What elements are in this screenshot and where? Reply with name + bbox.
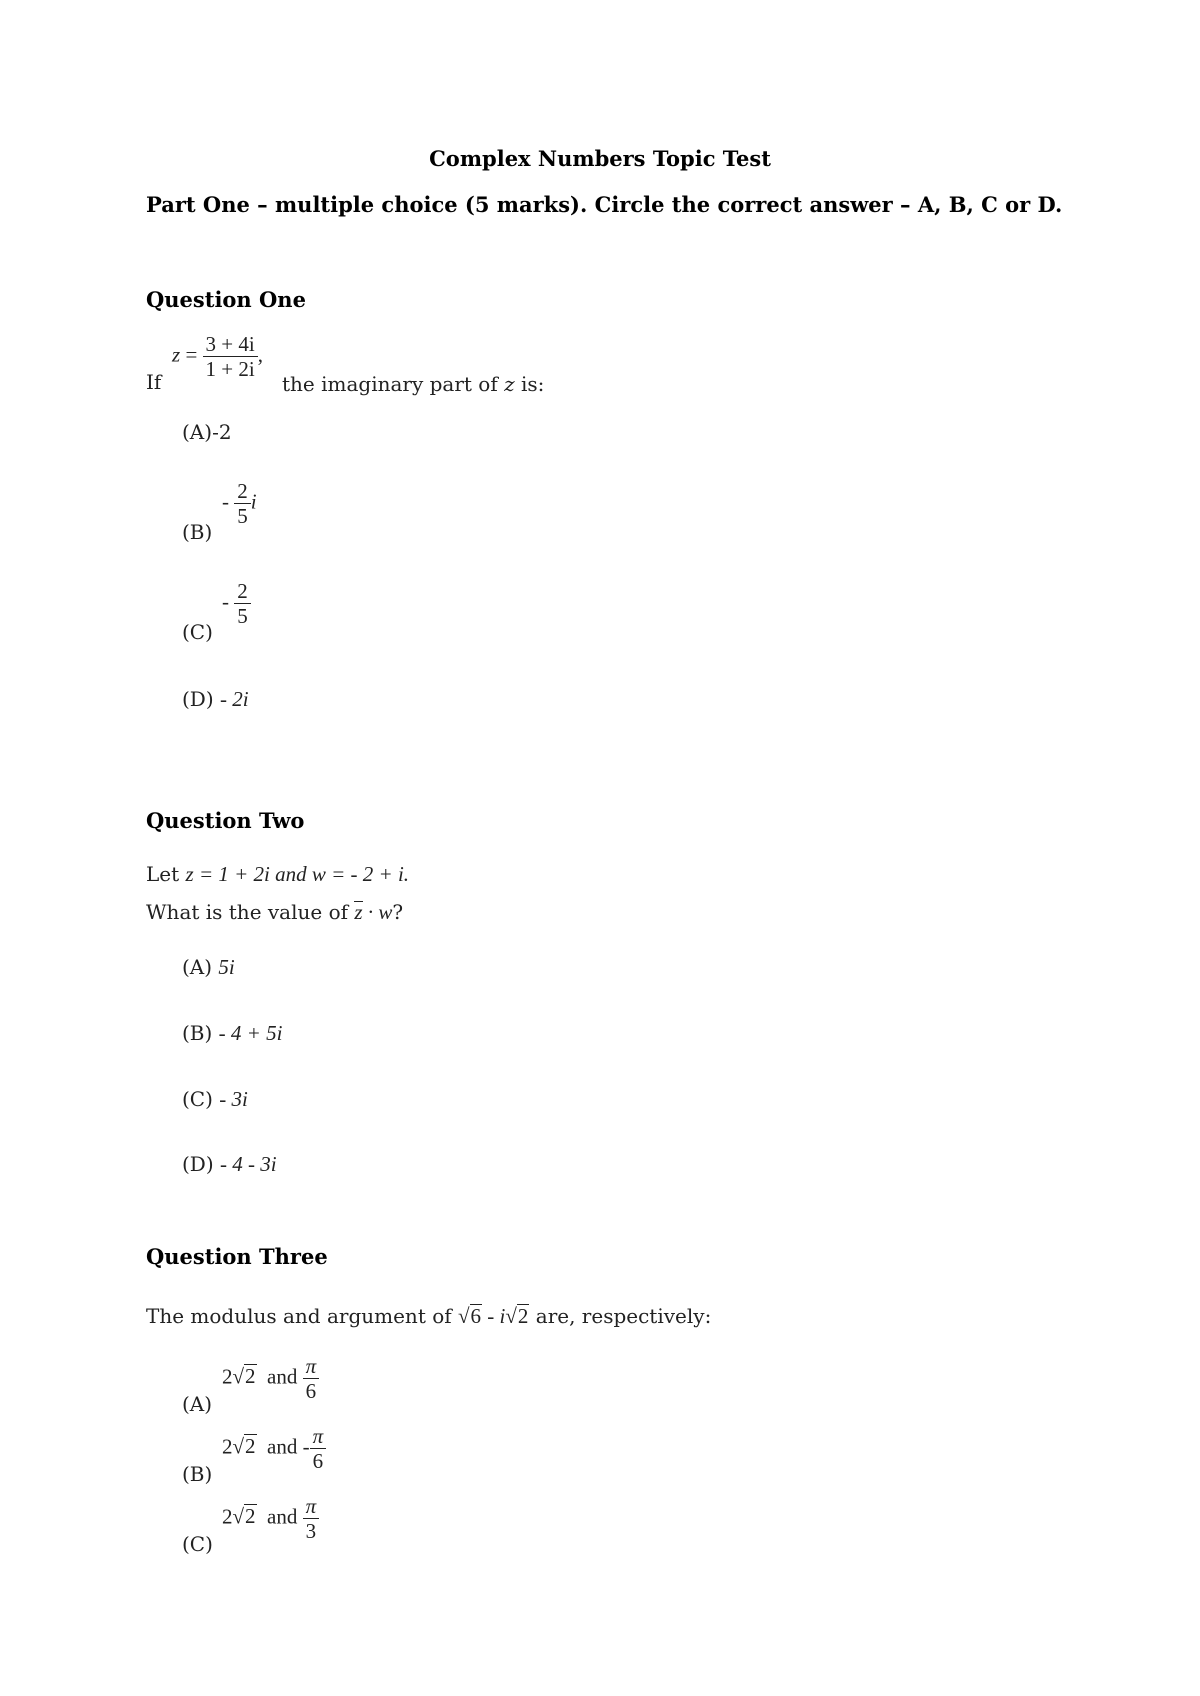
q2-option-d-value: - 4 - 3i	[220, 1152, 277, 1176]
q3-option-b-and: and	[267, 1434, 298, 1459]
q3-sqrt6: 6	[470, 1304, 482, 1328]
q3-option-c-rad: 2	[245, 1504, 256, 1529]
q2-option-d[interactable]	[182, 1152, 277, 1177]
q2-option-a-value: 5i	[218, 955, 235, 979]
q2-option-c[interactable]	[182, 1087, 248, 1112]
q2-option-a[interactable]	[182, 955, 235, 980]
q3-minus-i: - i	[487, 1304, 506, 1328]
q1-option-c-fraction	[234, 580, 251, 627]
q1-is-text: is:	[521, 372, 545, 396]
q1-option-c-math	[222, 580, 251, 627]
q3-option-a-num: π	[303, 1355, 320, 1379]
q1-z-var: z	[172, 342, 181, 367]
q1-option-a-label: (A)	[182, 420, 213, 444]
q3-option-c-den: 3	[305, 1519, 317, 1544]
q3-option-b-coef: 2	[222, 1434, 233, 1459]
q1-option-b-minus: -	[222, 489, 229, 514]
q2-let-line	[146, 862, 409, 887]
q2-question-line	[146, 900, 403, 925]
q1-option-b-label[interactable]: (B)	[182, 520, 213, 544]
q2-expression	[354, 900, 392, 924]
q3-option-a-fraction	[303, 1355, 320, 1402]
q1-rest-text: the imaginary part of	[282, 372, 498, 396]
q2-let-text: Let	[146, 862, 180, 886]
question-three-heading: Question Three	[146, 1244, 328, 1269]
q1-option-c-den: 5	[237, 604, 248, 629]
q1-option-d[interactable]	[182, 687, 249, 712]
q1-fraction	[203, 333, 258, 380]
q2-option-b-value: - 4 + 5i	[218, 1021, 283, 1045]
q1-if-text: If	[146, 370, 162, 394]
q3-option-b-num: π	[310, 1425, 327, 1449]
q3-option-b-sign: -	[302, 1434, 310, 1459]
q3-option-b-rad: 2	[245, 1434, 256, 1459]
q3-option-b-math: 2√2 and - $\frac{\pi}{6}$	[222, 1425, 326, 1472]
q1-question-text	[282, 372, 544, 396]
q1-option-c-minus: -	[222, 589, 229, 614]
q3-expression: √6 - i√2	[458, 1304, 529, 1328]
q2-option-b-label: (B)	[182, 1021, 213, 1045]
question-two-heading: Question Two	[146, 808, 305, 833]
q2-option-a-label: (A)	[182, 955, 213, 979]
q3-pre-text: The modulus and argument of	[146, 1304, 452, 1328]
q1-comma: ,	[257, 342, 263, 367]
q1-option-b-num: 2	[234, 480, 251, 504]
q2-option-c-label: (C)	[182, 1087, 213, 1111]
q1-option-d-value: - 2i	[220, 687, 249, 711]
q1-denominator: 1 + 2i	[205, 357, 255, 382]
q1-option-a[interactable]	[182, 420, 232, 444]
q2-question-text: What is the value of	[146, 900, 349, 924]
q3-option-c-and: and	[267, 1504, 298, 1529]
q3-option-a-den: 6	[305, 1379, 317, 1404]
q1-option-b-den: 5	[237, 504, 248, 529]
q2-definitions: z = 1 + 2i and w = - 2 + i.	[185, 862, 410, 886]
q3-option-b-den: 6	[312, 1449, 324, 1474]
q3-sqrt2: 2	[517, 1304, 529, 1328]
q1-option-b-math	[222, 480, 257, 527]
q2-option-b[interactable]	[182, 1021, 282, 1046]
q2-z-bar: z	[354, 900, 363, 924]
q3-option-a-rad: 2	[245, 1364, 256, 1389]
q3-post-text: are, respectively:	[535, 1304, 712, 1328]
q2-question-mark: ?	[392, 900, 404, 924]
q1-numerator: 3 + 4i	[203, 333, 258, 357]
q3-option-b-label[interactable]: (B)	[182, 1462, 213, 1486]
q2-dot-w: · w	[367, 900, 393, 924]
page-title: Complex Numbers Topic Test	[429, 146, 771, 171]
q1-option-a-value: -2	[212, 420, 232, 444]
q3-option-b-fraction	[310, 1425, 327, 1472]
q3-option-c-math: 2√2 and $\frac{\pi}{3}$	[222, 1495, 319, 1542]
question-one-heading: Question One	[146, 287, 306, 312]
q3-option-a-label[interactable]: (A)	[182, 1392, 213, 1416]
q1-option-c-num: 2	[234, 580, 251, 604]
instructions: Part One – multiple choice (5 marks). Circle the correct answer – A, B, C or D.	[146, 192, 1063, 217]
q1-option-b-fraction	[234, 480, 251, 527]
q3-option-c-label[interactable]: (C)	[182, 1532, 213, 1556]
q3-option-c-fraction	[303, 1495, 320, 1542]
q2-option-d-label: (D)	[182, 1152, 214, 1176]
q3-question-line	[146, 1304, 711, 1329]
q3-option-c-coef: 2	[222, 1504, 233, 1529]
q1-equals: =	[185, 342, 198, 367]
q1-expression	[172, 333, 263, 380]
q3-option-a-coef: 2	[222, 1364, 233, 1389]
q1-var-z: z	[504, 372, 515, 396]
q1-option-d-label: (D)	[182, 687, 214, 711]
q3-option-c-num: π	[303, 1495, 320, 1519]
q3-option-a-and: and	[267, 1364, 298, 1389]
q3-option-a-math: 2√2 and $\frac{\pi}{6}$	[222, 1355, 319, 1402]
q2-option-c-value: - 3i	[219, 1087, 248, 1111]
q1-option-c-label[interactable]: (C)	[182, 620, 213, 644]
q1-option-b-i: i	[250, 489, 257, 514]
